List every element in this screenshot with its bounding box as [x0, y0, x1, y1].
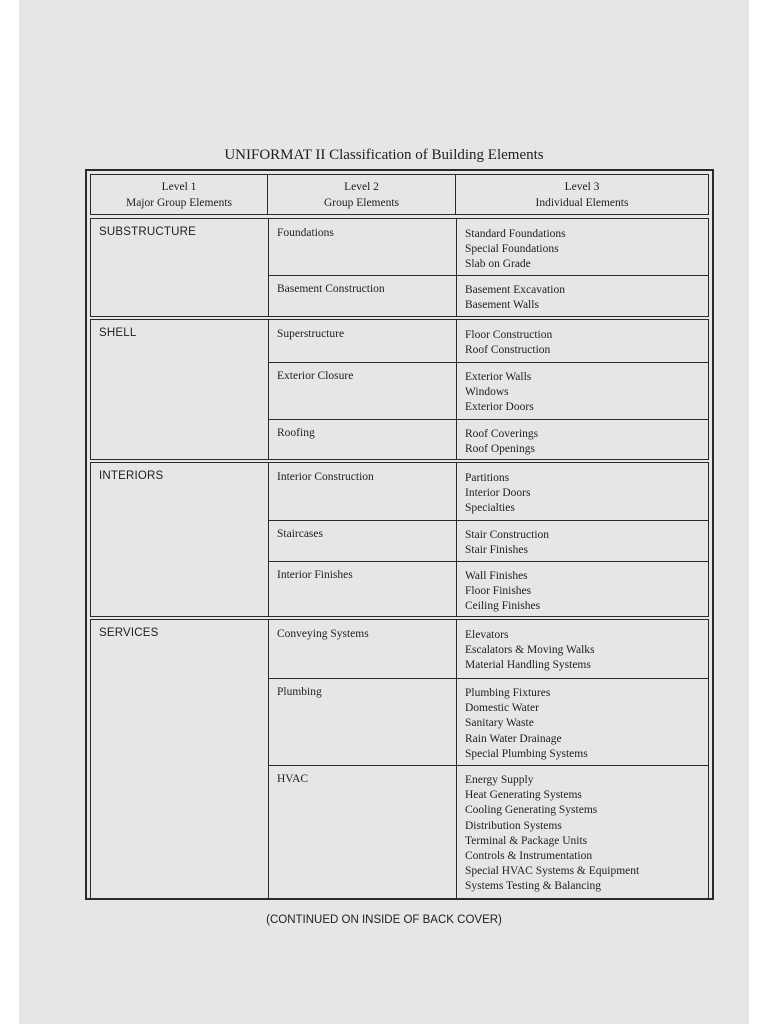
header-level1-subtitle: Major Group Elements: [125, 196, 233, 209]
level3-item: Ceiling Finishes: [465, 600, 541, 613]
level3-item: Elevators: [465, 629, 509, 641]
level3-list: [465, 569, 540, 615]
level3-list: [465, 370, 534, 416]
level3-item: Escalators & Moving Walks: [465, 644, 595, 657]
row-divider: [268, 275, 708, 276]
row-divider: [268, 678, 708, 679]
column-divider: [268, 320, 269, 459]
header-level2-subtitle: Group Elements: [323, 196, 400, 209]
level3-item: Controls & Instrumentation: [465, 850, 593, 863]
level3-item: Roof Construction: [465, 344, 551, 357]
group-interiors: [90, 462, 709, 617]
level3-item: Rain Water Drainage: [465, 732, 562, 745]
level2-label: Superstructure: [277, 328, 345, 340]
level3-list: [465, 528, 549, 558]
header-level3-title: Level 3: [564, 180, 600, 193]
row-divider: [268, 561, 708, 562]
level2-label: Roofing: [277, 427, 315, 439]
level3-item: Special HVAC Systems & Equipment: [465, 865, 640, 878]
row-divider: [268, 419, 708, 420]
level3-item: Floor Construction: [465, 329, 553, 341]
level3-list: [465, 471, 530, 517]
header-level1: [91, 175, 268, 214]
level2-label: Exterior Closure: [277, 370, 354, 382]
row-divider: [268, 765, 708, 766]
page-title: UNIFORMAT II Classification of Building Elements: [224, 147, 544, 163]
level3-item: Domestic Water: [465, 702, 539, 715]
level3-item: Plumbing Fixtures: [465, 687, 551, 699]
level3-item: Systems Testing & Balancing: [465, 880, 602, 893]
level3-item: Special Plumbing Systems: [465, 747, 588, 760]
level1-label: SERVICES: [99, 627, 159, 639]
header-level2-title: Level 2: [344, 180, 379, 193]
level2-label: HVAC: [277, 773, 309, 785]
level3-list: [465, 686, 588, 762]
level3-list: [465, 283, 565, 313]
level2-label: Staircases: [277, 528, 323, 540]
level3-item: Slab on Grade: [465, 258, 531, 271]
column-divider: [268, 620, 269, 898]
level3-item: Roof Coverings: [465, 428, 539, 440]
header-level3-subtitle: Individual Elements: [535, 196, 629, 209]
level3-item: Stair Finishes: [465, 544, 528, 557]
level3-list: [465, 328, 552, 358]
level3-list: [465, 773, 639, 895]
level3-item: Material Handling Systems: [465, 659, 591, 672]
level1-label: SHELL: [99, 327, 137, 339]
level3-item: Cooling Generating Systems: [465, 804, 598, 817]
level3-item: Partitions: [465, 472, 510, 484]
level3-item: Wall Finishes: [465, 570, 528, 582]
level3-list: [465, 227, 566, 273]
header-level1-title: Level 1: [161, 180, 197, 193]
column-divider: [456, 463, 457, 616]
level3-list: [465, 628, 595, 674]
level2-label: Plumbing: [277, 686, 322, 698]
level3-item: Distribution Systems: [465, 819, 562, 832]
level3-item: Stair Construction: [465, 529, 550, 541]
group-substructure: [90, 218, 709, 317]
level3-item: Floor Finishes: [465, 585, 532, 598]
continued-note: (CONTINUED ON INSIDE OF BACK COVER): [266, 914, 502, 926]
column-divider: [456, 620, 457, 898]
level3-item: Roof Openings: [465, 443, 535, 456]
level2-label: Foundations: [277, 227, 334, 239]
level2-label: Interior Construction: [277, 471, 374, 483]
classification-table: [85, 169, 714, 900]
level3-item: Interior Doors: [465, 487, 531, 500]
row-divider: [268, 520, 708, 521]
level1-label: INTERIORS: [99, 470, 164, 482]
table-header: [90, 174, 709, 215]
column-divider: [456, 219, 457, 316]
group-shell: [90, 319, 709, 460]
level2-label: Conveying Systems: [277, 628, 369, 640]
level2-label: Interior Finishes: [277, 569, 353, 581]
header-level3: [456, 175, 708, 214]
level3-item: Terminal & Package Units: [465, 834, 588, 847]
level3-item: Special Foundations: [465, 243, 559, 256]
column-divider: [268, 219, 269, 316]
column-divider: [456, 320, 457, 459]
level3-item: Basement Excavation: [465, 284, 565, 296]
level3-item: Basement Walls: [465, 299, 539, 312]
group-services: [90, 619, 709, 899]
level3-list: [465, 427, 538, 457]
row-divider: [268, 362, 708, 363]
level2-label: Basement Construction: [277, 283, 385, 295]
level3-item: Exterior Doors: [465, 401, 534, 414]
level3-item: Windows: [465, 386, 509, 399]
level1-label: SUBSTRUCTURE: [99, 226, 196, 238]
level3-item: Exterior Walls: [465, 371, 532, 383]
column-divider: [268, 463, 269, 616]
header-level2: [268, 175, 456, 214]
level3-item: Specialties: [465, 502, 515, 515]
level3-item: Standard Foundations: [465, 228, 566, 240]
level3-item: Energy Supply: [465, 774, 534, 786]
level3-item: Heat Generating Systems: [465, 789, 582, 802]
level3-item: Sanitary Waste: [465, 717, 534, 730]
